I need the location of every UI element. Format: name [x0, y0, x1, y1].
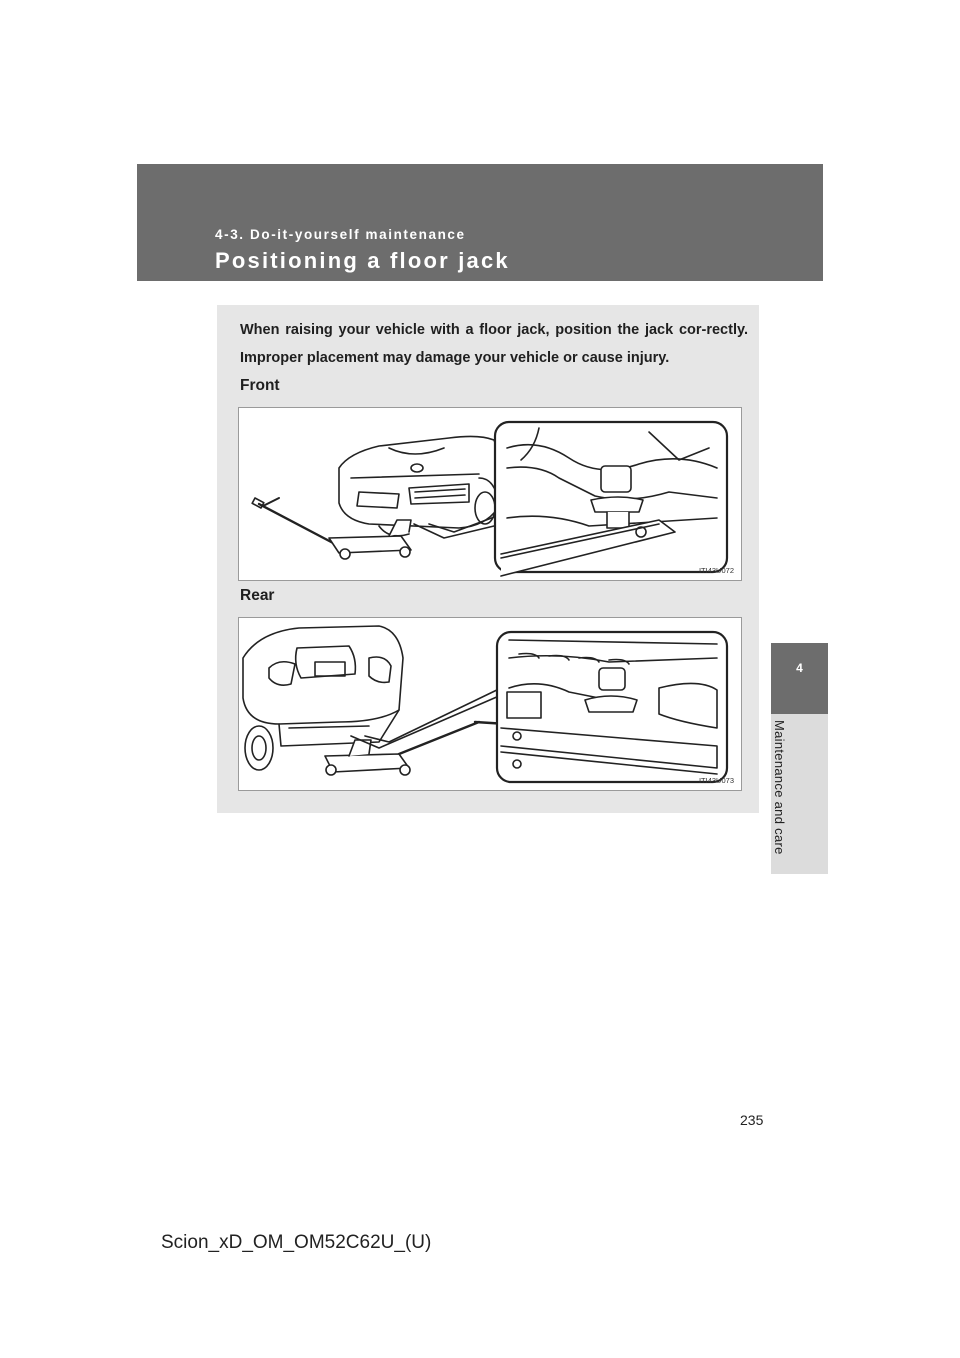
chapter-label: Maintenance and care	[772, 720, 787, 855]
document-id: Scion_xD_OM_OM52C62U_(U)	[161, 1232, 432, 1253]
page-number: 235	[740, 1112, 764, 1128]
rear-jack-illustration	[238, 617, 742, 791]
rear-figure-code: ITI43U073	[698, 776, 734, 785]
content-panel	[217, 305, 759, 813]
front-heading: Front	[240, 377, 280, 394]
chapter-number: 4	[796, 661, 803, 675]
front-jack-illustration	[238, 407, 742, 581]
intro-text: When raising your vehicle with a floor jack, position the jack cor-rectly. Improper placement may damage your vehicle or cause injury.	[240, 322, 748, 366]
section-header-bar	[137, 164, 823, 281]
section-label: 4-3. Do-it-yourself maintenance	[215, 227, 466, 242]
page-title: Positioning a floor jack	[215, 248, 510, 273]
chapter-tab-number	[771, 643, 828, 714]
rear-heading: Rear	[240, 587, 275, 604]
front-figure-code: ITI43U072	[698, 566, 734, 575]
